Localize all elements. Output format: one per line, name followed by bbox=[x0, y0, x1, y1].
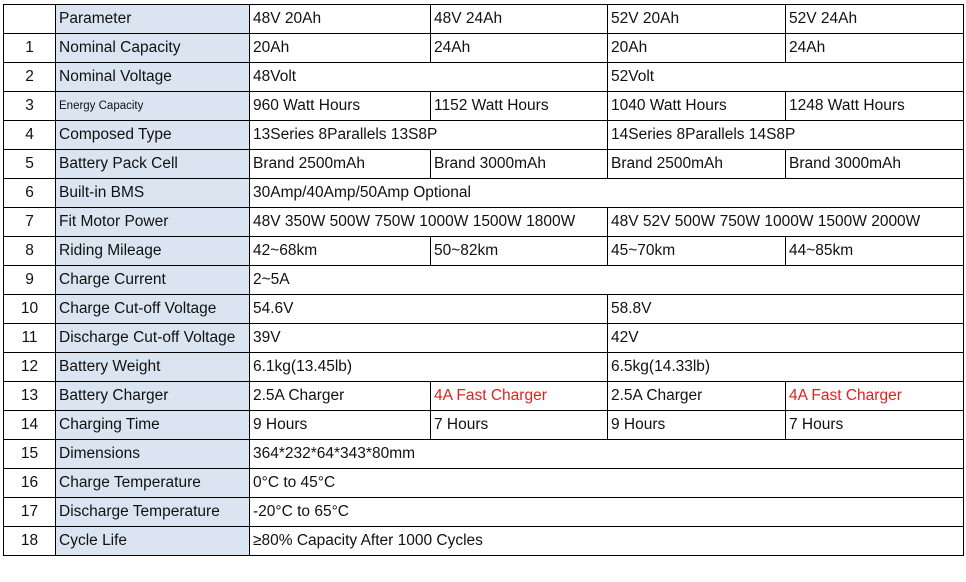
battery-spec-table bbox=[3, 4, 964, 556]
parameter-label: Charging Time bbox=[56, 411, 250, 440]
table-row bbox=[4, 237, 964, 266]
value-cell: Brand 2500mAh bbox=[250, 150, 431, 179]
value-cell: 24Ah bbox=[786, 34, 964, 63]
value-cell: 2.5A Charger bbox=[250, 382, 431, 411]
table-row bbox=[4, 34, 964, 63]
parameter-label: Cycle Life bbox=[56, 527, 250, 556]
header-model-52v-20ah: 52V 20Ah bbox=[608, 5, 786, 34]
value-cell: 13Series 8Parallels 13S8P bbox=[250, 121, 608, 150]
table-row bbox=[4, 295, 964, 324]
row-number: 6 bbox=[4, 179, 56, 208]
table-row bbox=[4, 324, 964, 353]
value-cell: 42~68km bbox=[250, 237, 431, 266]
value-cell: ≥80% Capacity After 1000 Cycles bbox=[250, 527, 964, 556]
parameter-label: Battery Charger bbox=[56, 382, 250, 411]
row-number: 13 bbox=[4, 382, 56, 411]
value-cell: 1248 Watt Hours bbox=[786, 92, 964, 121]
value-cell: -20°C to 65°C bbox=[250, 498, 964, 527]
header-parameter: Parameter bbox=[56, 5, 250, 34]
row-number: 16 bbox=[4, 469, 56, 498]
parameter-label: Built-in BMS bbox=[56, 179, 250, 208]
value-cell: 39V bbox=[250, 324, 608, 353]
row-number: 10 bbox=[4, 295, 56, 324]
table-row bbox=[4, 179, 964, 208]
table-row bbox=[4, 121, 964, 150]
table-row bbox=[4, 353, 964, 382]
parameter-label: Energy Capacity bbox=[56, 92, 250, 121]
value-cell: 6.5kg(14.33lb) bbox=[608, 353, 964, 382]
value-cell: 9 Hours bbox=[250, 411, 431, 440]
parameter-label: Riding Mileage bbox=[56, 237, 250, 266]
header-row bbox=[4, 5, 964, 34]
value-cell: 2~5A bbox=[250, 266, 964, 295]
header-model-48v-20ah: 48V 20Ah bbox=[250, 5, 431, 34]
value-cell: 30Amp/40Amp/50Amp Optional bbox=[250, 179, 964, 208]
parameter-label: Battery Pack Cell bbox=[56, 150, 250, 179]
row-number: 17 bbox=[4, 498, 56, 527]
value-cell: Brand 3000mAh bbox=[786, 150, 964, 179]
table-row bbox=[4, 411, 964, 440]
value-cell: 2.5A Charger bbox=[608, 382, 786, 411]
value-cell: 1152 Watt Hours bbox=[431, 92, 608, 121]
value-cell: 0°C to 45°C bbox=[250, 469, 964, 498]
value-cell: 4A Fast Charger bbox=[786, 382, 964, 411]
row-number: 5 bbox=[4, 150, 56, 179]
value-cell: 44~85km bbox=[786, 237, 964, 266]
parameter-label: Charge Current bbox=[56, 266, 250, 295]
value-cell: 48V 350W 500W 750W 1000W 1500W 1800W bbox=[250, 208, 608, 237]
row-number: 11 bbox=[4, 324, 56, 353]
value-cell: 42V bbox=[608, 324, 964, 353]
value-cell: 364*232*64*343*80mm bbox=[250, 440, 964, 469]
value-cell: 24Ah bbox=[431, 34, 608, 63]
parameter-label: Charge Cut-off Voltage bbox=[56, 295, 250, 324]
value-cell: 6.1kg(13.45lb) bbox=[250, 353, 608, 382]
row-number: 15 bbox=[4, 440, 56, 469]
value-cell: Brand 2500mAh bbox=[608, 150, 786, 179]
parameter-label: Composed Type bbox=[56, 121, 250, 150]
parameter-label: Dimensions bbox=[56, 440, 250, 469]
parameter-label: Nominal Capacity bbox=[56, 34, 250, 63]
row-number: 7 bbox=[4, 208, 56, 237]
value-cell: 14Series 8Parallels 14S8P bbox=[608, 121, 964, 150]
value-cell: 58.8V bbox=[608, 295, 964, 324]
value-cell: 52Volt bbox=[608, 63, 964, 92]
value-cell: 48Volt bbox=[250, 63, 608, 92]
value-cell: 20Ah bbox=[250, 34, 431, 63]
row-number: 1 bbox=[4, 34, 56, 63]
table-row bbox=[4, 527, 964, 556]
spec-body bbox=[4, 34, 964, 556]
table-row bbox=[4, 266, 964, 295]
value-cell: 4A Fast Charger bbox=[431, 382, 608, 411]
value-cell: 54.6V bbox=[250, 295, 608, 324]
parameter-label: Nominal Voltage bbox=[56, 63, 250, 92]
value-cell: Brand 3000mAh bbox=[431, 150, 608, 179]
parameter-label: Fit Motor Power bbox=[56, 208, 250, 237]
row-number: 18 bbox=[4, 527, 56, 556]
row-number: 2 bbox=[4, 63, 56, 92]
parameter-label: Discharge Temperature bbox=[56, 498, 250, 527]
parameter-label: Discharge Cut-off Voltage bbox=[56, 324, 250, 353]
corner-cell bbox=[4, 5, 56, 34]
table-row bbox=[4, 150, 964, 179]
table-row bbox=[4, 208, 964, 237]
value-cell: 960 Watt Hours bbox=[250, 92, 431, 121]
value-cell: 45~70km bbox=[608, 237, 786, 266]
table-row bbox=[4, 440, 964, 469]
row-number: 9 bbox=[4, 266, 56, 295]
row-number: 3 bbox=[4, 92, 56, 121]
row-number: 14 bbox=[4, 411, 56, 440]
row-number: 8 bbox=[4, 237, 56, 266]
table-row bbox=[4, 382, 964, 411]
value-cell: 7 Hours bbox=[786, 411, 964, 440]
header-model-52v-24ah: 52V 24Ah bbox=[786, 5, 964, 34]
row-number: 4 bbox=[4, 121, 56, 150]
table-row bbox=[4, 63, 964, 92]
value-cell: 20Ah bbox=[608, 34, 786, 63]
table-row bbox=[4, 92, 964, 121]
table-row bbox=[4, 469, 964, 498]
row-number: 12 bbox=[4, 353, 56, 382]
parameter-label: Battery Weight bbox=[56, 353, 250, 382]
value-cell: 1040 Watt Hours bbox=[608, 92, 786, 121]
value-cell: 9 Hours bbox=[608, 411, 786, 440]
header-model-48v-24ah: 48V 24Ah bbox=[431, 5, 608, 34]
value-cell: 48V 52V 500W 750W 1000W 1500W 2000W bbox=[608, 208, 964, 237]
parameter-label: Charge Temperature bbox=[56, 469, 250, 498]
value-cell: 50~82km bbox=[431, 237, 608, 266]
value-cell: 7 Hours bbox=[431, 411, 608, 440]
table-row bbox=[4, 498, 964, 527]
